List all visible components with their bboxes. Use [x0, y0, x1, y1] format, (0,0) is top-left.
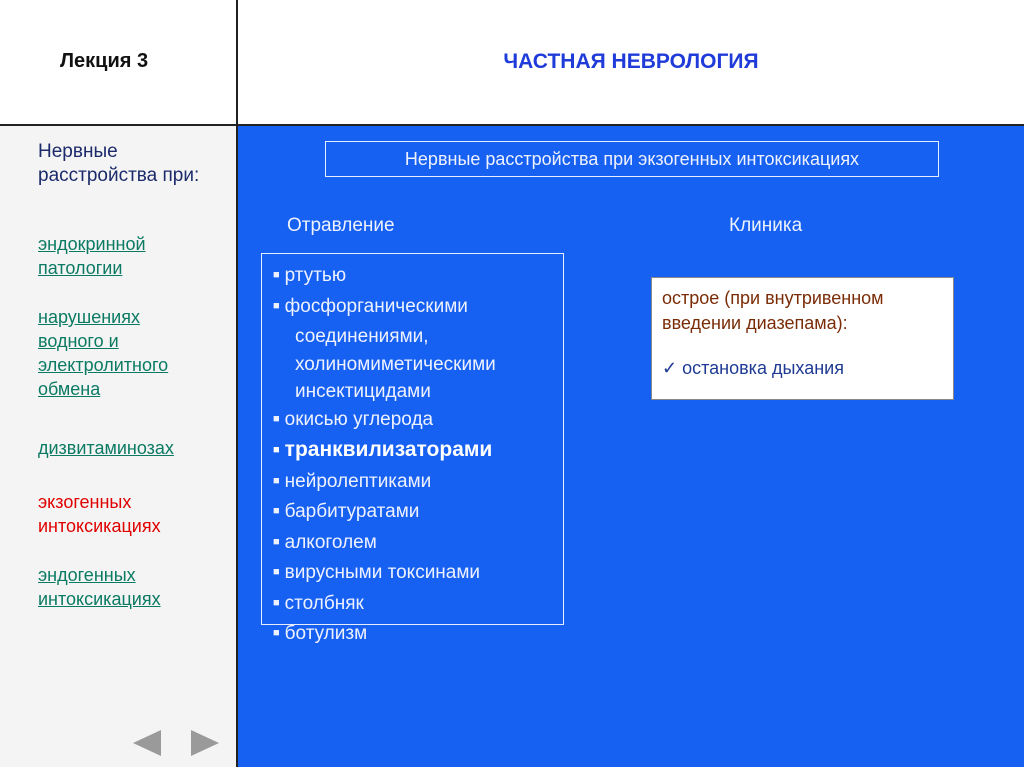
poisoning-item-label: ртутью	[284, 265, 347, 286]
lecture-label: Лекция 3	[60, 50, 149, 72]
sidebar-heading: Нервные расстройства при:	[38, 141, 200, 186]
square-bullet-icon: ■	[273, 596, 280, 609]
arrow-left-icon[interactable]	[133, 730, 161, 756]
poisoning-item-label: инсектицидами	[295, 381, 431, 402]
poisoning-column-title: Отравление	[287, 215, 395, 236]
square-bullet-icon: ■	[273, 474, 280, 487]
square-bullet-icon: ■	[273, 566, 280, 578]
poisoning-list-item	[273, 262, 563, 293]
poisoning-item-label: окисью углерода	[284, 408, 434, 430]
poisoning-list-item	[273, 351, 563, 379]
sidebar-item-dysvitaminosis[interactable]: дизвитаминозах	[38, 438, 174, 458]
clinic-box	[651, 277, 954, 400]
subtitle-box: Нервные расстройства при экзогенных интоксикациях	[325, 141, 939, 177]
poisoning-item-label: столбняк	[284, 592, 364, 614]
poisoning-item-label: нейролептиками	[284, 470, 432, 492]
clinic-text: острое (при внутривенном введении диазепама):	[662, 288, 884, 333]
poisoning-list-item	[273, 498, 563, 529]
clinic-check-item	[662, 356, 953, 381]
arrow-right-icon[interactable]	[191, 730, 219, 756]
poisoning-item-label: холиномиметическими	[295, 353, 496, 375]
clinic-column-title: Клиника	[729, 215, 803, 236]
poisoning-list-item	[273, 436, 563, 468]
square-bullet-icon: ■	[273, 412, 280, 425]
poisoning-list-item	[273, 323, 563, 351]
square-bullet-icon: ■	[273, 444, 280, 456]
sidebar-item-exogenous-active[interactable]: экзогенных интоксикациях	[38, 492, 161, 536]
poisoning-item-label: вирусными токсинами	[284, 562, 481, 583]
square-bullet-icon: ■	[273, 627, 280, 639]
sidebar-item-endogenous[interactable]: эндогенных интоксикациях	[38, 565, 161, 609]
poisoning-list-item	[273, 559, 563, 590]
checkmark-icon: ✓	[662, 358, 678, 378]
square-bullet-icon: ■	[273, 505, 280, 517]
poisoning-list-item	[273, 468, 563, 499]
poisoning-item-label: транквилизаторами	[284, 438, 493, 461]
poisoning-list-item	[273, 620, 563, 651]
square-bullet-icon: ■	[273, 269, 280, 281]
clinic-check-label: остановка дыхания	[682, 358, 844, 378]
poisoning-list-item	[273, 529, 563, 560]
poisoning-list-item	[273, 590, 563, 621]
poisoning-item-label: фосфорганическими	[284, 295, 468, 317]
poisoning-list-item	[273, 293, 563, 324]
poisoning-item-label: барбитуратами	[284, 501, 420, 522]
poisoning-list-item	[273, 378, 563, 406]
square-bullet-icon: ■	[273, 535, 280, 548]
poisoning-item-label: ботулизм	[284, 623, 368, 644]
poisoning-list-item	[273, 406, 563, 437]
square-bullet-icon: ■	[273, 299, 280, 312]
poisoning-item-label: алкоголем	[284, 531, 377, 553]
sidebar-item-endocrine[interactable]: эндокринной патологии	[38, 234, 146, 278]
sidebar-item-water-electrolyte[interactable]: нарушениях водного и электролитного обмена	[38, 307, 169, 399]
main-panel	[238, 126, 1024, 767]
page-title: ЧАСТНАЯ НЕВРОЛОГИЯ	[503, 50, 759, 73]
poisoning-item-label: соединениями,	[295, 326, 429, 347]
poisoning-list	[261, 253, 564, 644]
